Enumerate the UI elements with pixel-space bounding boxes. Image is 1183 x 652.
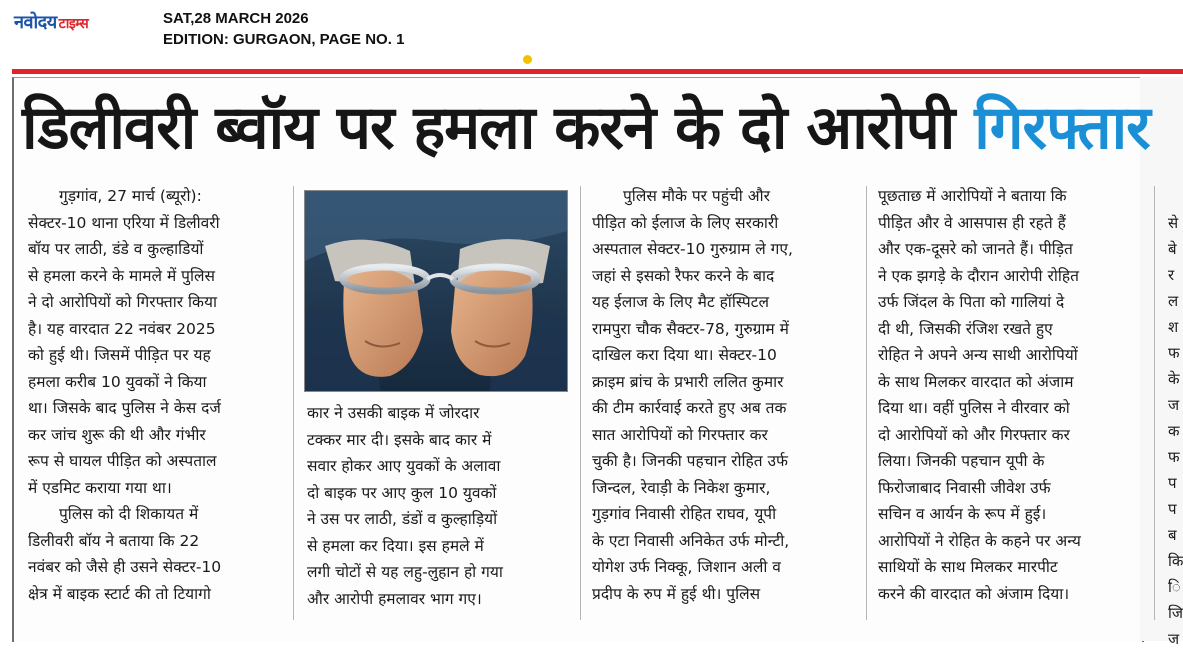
- article-text-line: जिन्दल, रेवाड़ी के निकेश कुमार,: [592, 478, 771, 497]
- article-text-line: उर्फ जिंदल के पिता को गालियां दे: [878, 293, 1065, 311]
- article-text-line: योगेश उर्फ निक्कू, जिशान अली व: [592, 558, 781, 576]
- article-text-line: पूछताछ में आरोपियों ने बताया कि: [878, 187, 1067, 205]
- article-text-line: टक्कर मार दी। इसके बाद कार में: [307, 430, 492, 449]
- headline-highlight: गिरफ्तार: [974, 93, 1150, 163]
- article-text-line: से हमला करने के मामले में पुलिस: [28, 266, 215, 285]
- article-text-line: को हुई थी। जिसमें पीड़ित पर यह: [28, 346, 211, 364]
- article-text-line: ने एक झगड़े के दौरान आरोपी रोहित: [878, 266, 1079, 285]
- article-text-line: पीड़ित और वे आसपास ही रहते हैं: [878, 213, 1066, 232]
- adjacent-text-fragment: र: [1168, 266, 1175, 284]
- article-text-line: डिलीवरी बॉय ने बताया कि 22: [28, 531, 200, 550]
- article-text-line: ने उस पर लाठी, डंडों व कुल्हाड़ियों: [307, 510, 498, 528]
- adjacent-text-fragment: फ: [1168, 344, 1180, 362]
- article-text-line: के एटा निवासी अनिकेत उर्फ मोन्टी,: [592, 531, 790, 550]
- article-text-line: से हमला कर दिया। इस हमले में: [307, 536, 484, 555]
- article-text-line: के साथ मिलकर वारदात को अंजाम: [878, 372, 1074, 391]
- adjacent-text-fragment: ल: [1168, 292, 1179, 310]
- logo-times: टाइम्स: [58, 16, 89, 32]
- article-text-line: था। जिसके बाद पुलिस ने केस दर्ज: [28, 399, 221, 417]
- adjacent-text-fragment: ज: [1168, 630, 1180, 648]
- adjacent-text-fragment: ज: [1168, 396, 1180, 414]
- logo-hindi: नवोदय: [14, 12, 57, 33]
- article-text-line: रूप से घायल पीड़ित को अस्पताल: [28, 452, 217, 470]
- article-text-line: कार ने उसकी बाइक में जोरदार: [307, 404, 480, 422]
- article-column-4: [878, 183, 1140, 623]
- edition-line: EDITION: GURGAON, PAGE NO. 1: [163, 31, 405, 48]
- article-text-line: दी थी, जिसकी रंजिश रखते हुए: [878, 319, 1053, 338]
- adjacent-text-fragment: से: [1168, 214, 1179, 232]
- article-text-line: की टीम कार्रवाई करते हुए अब तक: [592, 399, 787, 417]
- adjacent-text-fragment: प: [1168, 474, 1177, 492]
- newspaper-logo: [14, 10, 88, 34]
- article-column-3: [592, 183, 854, 623]
- article-text-line: दाखिल करा दिया था। सेक्टर-10: [592, 346, 777, 364]
- article-text-line: प्रदीप के रुप में हुई थी। पुलिस: [592, 584, 761, 603]
- article-text-line: कर जांच शुरू की थी और गंभीर: [28, 425, 206, 444]
- red-rule: [12, 69, 1183, 74]
- adjacent-text-fragment: के: [1168, 370, 1180, 388]
- article-text-line: यह ईलाज के लिए मैट हॉस्पिटल: [592, 293, 769, 311]
- article-text-line: सेक्टर-10 थाना एरिया में डिलीवरी: [28, 213, 220, 232]
- article-text-line: है। यह वारदात 22 नवंबर 2025: [28, 319, 216, 338]
- adjacent-text-fragment: फ: [1168, 448, 1180, 466]
- article-text-line: दिया था। वहीं पुलिस ने वीरवार को: [878, 399, 1070, 417]
- article-text-line: आरोपियों ने रोहित के कहने पर अन्य: [878, 531, 1081, 550]
- adjacent-text-fragment: ि: [1168, 578, 1181, 596]
- article-text-line: करने की वारदात को अंजाम दिया।: [878, 584, 1070, 603]
- adjacent-text-fragment: क: [1168, 422, 1180, 440]
- article-text-line: जहां से इसको रैफर करने के बाद: [592, 266, 775, 285]
- article-text-line: सवार होकर आए युवकों के अलावा: [307, 457, 501, 475]
- article-text-line: लगी चोटों से यह लहु-लुहान हो गया: [307, 563, 503, 581]
- column-separator: [580, 186, 581, 620]
- masthead: [0, 0, 1183, 58]
- adjacent-text-fragment: ब: [1168, 526, 1177, 544]
- cropped-page-header-strip: [10, 53, 1183, 67]
- article-text-line: चुकी है। जिनकी पहचान रोहित उर्फ: [592, 452, 788, 470]
- article-text-line: में एडमिट कराया गया था।: [28, 478, 172, 497]
- headline-main: डिलीवरी ब्वॉय पर हमला करने के दो आरोपी: [22, 93, 955, 163]
- article-text-line: बॉय पर लाठी, डंडे व कुल्हाडियों: [28, 240, 204, 258]
- article-text-line: और आरोपी हमलावर भाग गए।: [307, 589, 482, 608]
- article-text-line: पीड़ित को ईलाज के लिए सरकारी: [592, 213, 779, 232]
- article-text-line: सचिन व आर्यन के रूप में हुई।: [878, 505, 1047, 523]
- adjacent-text-fragment: बे: [1168, 240, 1177, 258]
- date-line: SAT,28 MARCH 2026: [163, 10, 309, 27]
- adjacent-text-fragment: कि: [1168, 552, 1183, 570]
- edition-info: [163, 8, 404, 50]
- column-separator: [1154, 186, 1155, 620]
- article-text-line: फिरोजाबाद निवासी जीवेश उर्फ: [878, 478, 1051, 497]
- column-separator: [293, 186, 294, 620]
- article-text-line: पुलिस को दी शिकायत में: [59, 505, 199, 523]
- adjacent-article-fragments: [1168, 210, 1183, 648]
- handcuffs-icon: [305, 191, 567, 391]
- article-text-line: दो आरोपियों को और गिरफ्तार कर: [878, 425, 1070, 444]
- article-text-line: क्षेत्र में बाइक स्टार्ट की तो टियागो: [28, 584, 211, 603]
- article-text-line: क्राइम ब्रांच के प्रभारी ललित कुमार: [592, 372, 784, 391]
- column-separator: [866, 186, 867, 620]
- article-text-line: हमला करीब 10 युवकों ने किया: [28, 372, 207, 391]
- article-column-1: [28, 183, 284, 623]
- handcuffed-hands-photo: [304, 190, 568, 392]
- article-text-line: पुलिस मौके पर पहुंची और: [623, 187, 770, 205]
- article-text-line: ने दो आरोपियों को गिरफ्तार किया: [28, 293, 217, 311]
- article-text-line: नवंबर को जैसे ही उसने सेक्टर-10: [28, 558, 222, 576]
- header-dot-icon: [523, 55, 532, 64]
- article-text-line: रोहित ने अपने अन्य साथी आरोपियों: [878, 346, 1078, 364]
- article-text-line: दो बाइक पर आए कुल 10 युवकों: [307, 483, 497, 502]
- article-text-line: लिया। जिनकी पहचान यूपी के: [878, 452, 1045, 470]
- article-column-2: [307, 400, 569, 620]
- article-text-line: सात आरोपियों को गिरफ्तार कर: [592, 425, 768, 444]
- article-text-line: रामपुरा चौक सैक्टर-78, गुरुग्राम में: [592, 319, 789, 338]
- adjacent-text-fragment: प: [1168, 500, 1177, 518]
- article-headline: [22, 76, 1150, 180]
- article-text-line: अस्पताल सेक्टर-10 गुरुग्राम ले गए,: [592, 240, 793, 258]
- article-text-line: साथियों के साथ मिलकर मारपीट: [878, 558, 1058, 576]
- adjacent-text-fragment: श: [1168, 318, 1179, 336]
- article-text-line: गुड़गांव, 27 मार्च (ब्यूरो):: [59, 187, 202, 205]
- article-text-line: गुड़गांव निवासी रोहित राघव, यूपी: [592, 505, 777, 523]
- article-text-line: और एक-दूसरे को जानते हैं। पीड़ित: [878, 240, 1073, 258]
- adjacent-text-fragment: जि: [1168, 604, 1183, 622]
